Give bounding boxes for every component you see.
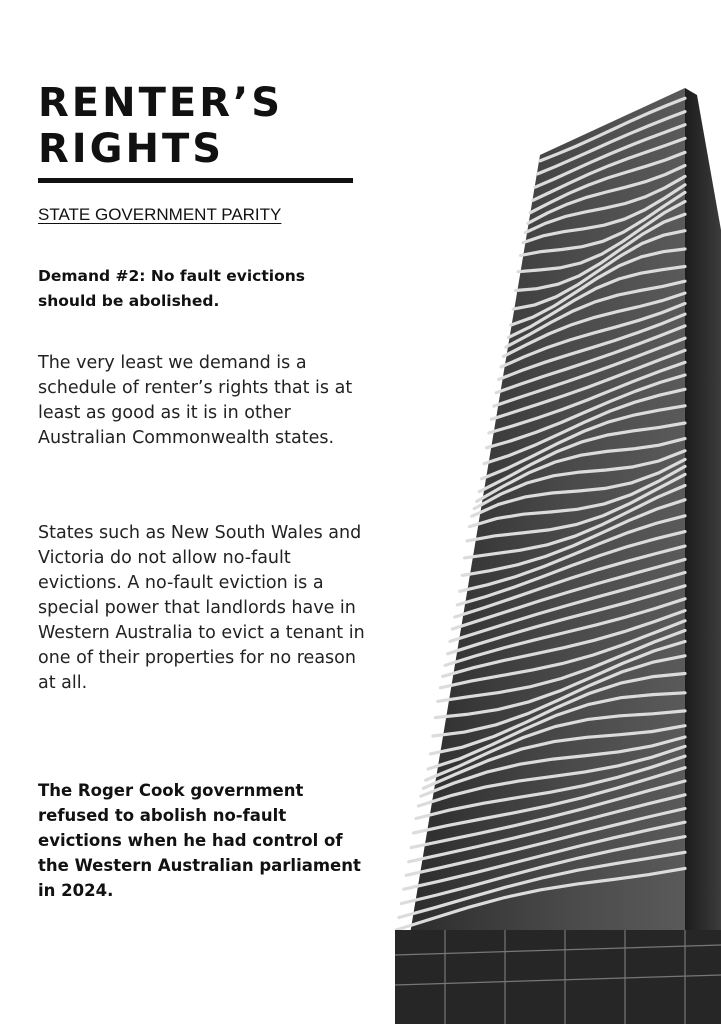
title-line-1: RENTER’S — [38, 80, 284, 126]
tower-right-face — [685, 88, 721, 1024]
tower-building-photo — [385, 0, 721, 1024]
demand-heading: Demand #2: No fault evictions should be abolished. — [38, 267, 306, 310]
body-paragraph-2: States such as New South Wales and Victoria do not allow no-fault evictions. A no-fault eviction is a special power that landlords have in Western Australia to evict a tenant in one of their properties for no reason at all. — [38, 523, 365, 693]
page-title — [38, 80, 358, 172]
body-paragraph-1: The very least we demand is a schedule of renter’s rights that is at least as good as it is in other Australian Commonwealth states. — [38, 353, 353, 448]
title-divider — [38, 178, 353, 183]
section-subtitle: STATE GOVERNMENT PARITY — [38, 205, 282, 224]
closing-statement: The Roger Cook government refused to abolish no-fault evictions when he had control of the Western Australian parliament in 2024. — [38, 781, 361, 900]
glass-podium — [395, 930, 721, 1024]
title-line-2: RIGHTS — [38, 126, 225, 172]
